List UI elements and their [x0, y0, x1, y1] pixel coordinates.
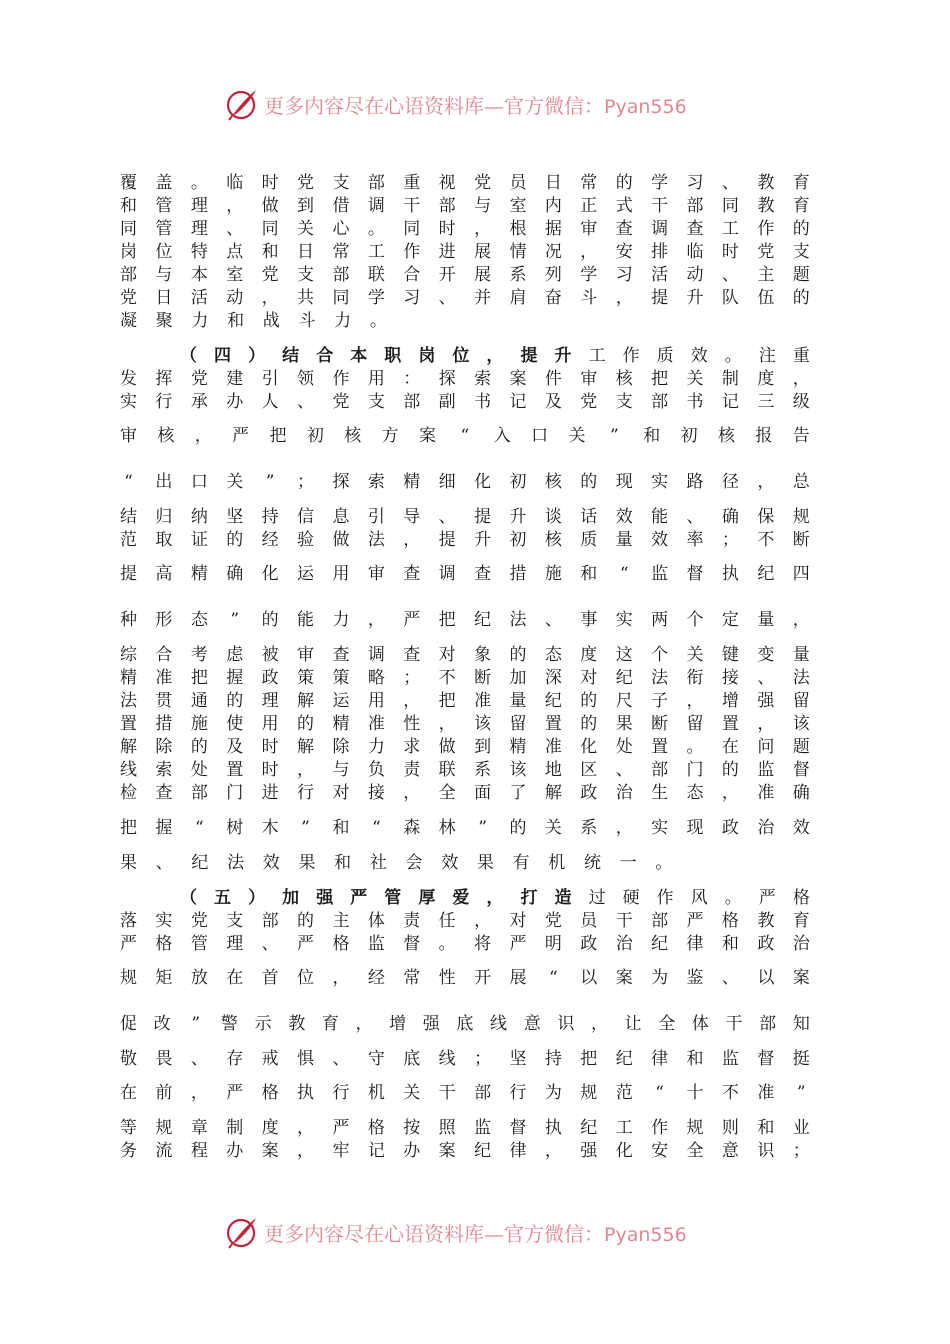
text-line: 务 流 程 办 案 ， 牢 记 办 案 纪 律 ， 强 化 安 全 意 识 ； — [120, 1141, 810, 1161]
text-line: 检 查 部 门 进 行 对 接 ， 全 面 了 解 政 治 生 态 ， 准 确 — [120, 783, 810, 803]
text-line: 解 除 的 及 时 解 除 力 求 做 到 精 准 化 处 置 。 在 问 题 — [120, 737, 810, 757]
text-line: 在 前 ， 严 格 执 行 机 关 干 部 行 为 规 范 “ 十 不 准 ” — [120, 1083, 806, 1103]
text-line: 发 挥 党 建 引 领 作 用 ： 探 索 案 件 审 核 把 关 制 度 ， — [120, 369, 810, 389]
text-line: 范 取 证 的 经 验 做 法 ， 提 升 初 核 质 量 效 率 ； 不 断 — [120, 530, 810, 550]
section-heading-line: （ 四 ） 结 合 本 职 岗 位 ， 提 升 工 作 质 效 。 注 重 — [180, 346, 810, 366]
text-line: 严 格 管 理 、 严 格 监 督 。 将 严 明 政 治 纪 律 和 政 治 — [120, 934, 810, 954]
quill-pen-logo-icon — [224, 1214, 260, 1250]
text-line: 凝 聚 力 和 战 斗 力 。 — [120, 311, 387, 331]
banner-text: 更多内容尽在心语资料库—官方微信：Pyan556 — [264, 93, 687, 118]
text-line: 部 与 本 室 党 支 部 联 合 开 展 系 列 学 习 活 动 、 主 题 — [120, 265, 810, 285]
text-line: “ 出 口 关 ” ； 探 索 精 细 化 初 核 的 现 实 路 径 ， 总 — [124, 472, 810, 492]
text-line: 提 高 精 确 化 运 用 审 查 调 查 措 施 和 “ 监 督 执 纪 四 — [120, 564, 810, 584]
text-line: 置 措 施 使 用 的 精 准 性 ， 该 留 置 的 果 断 留 置 ， 该 — [120, 714, 810, 734]
text-line: 敬 畏 、 存 戒 惧 、 守 底 线 ； 坚 持 把 纪 律 和 监 督 挺 — [120, 1049, 810, 1069]
text-line: 精 准 把 握 政 策 策 略 ； 不 断 加 深 对 纪 法 衔 接 、 法 — [120, 668, 810, 688]
text-line: 规 矩 放 在 首 位 ， 经 常 性 开 展 “ 以 案 为 鉴 、 以 案 — [120, 968, 810, 988]
text-line: 等 规 章 制 度 ， 严 格 按 照 监 督 执 纪 工 作 规 则 和 业 — [120, 1118, 810, 1138]
text-line: 种 形 态 ” 的 能 力 ， 严 把 纪 法 、 事 实 两 个 定 量 ， — [120, 610, 810, 630]
text-line: 和 管 理 ， 做 到 借 调 干 部 与 室 内 正 式 干 部 同 教 育 — [120, 196, 810, 216]
wechat-id: Pyan556 — [604, 1223, 687, 1246]
text-line: 同 管 理 、 同 关 心 。 同 时 ， 根 据 审 查 调 查 工 作 的 — [120, 219, 810, 239]
text-line: 法 贯 通 的 理 解 运 用 ， 把 准 量 纪 的 尺 子 ， 增 强 留 — [120, 691, 810, 711]
wechat-id: Pyan556 — [604, 95, 687, 118]
text-line: 审 核 ， 严 把 初 核 方 案 “ 入 口 关 ” 和 初 核 报 告 — [120, 426, 810, 446]
text-line: 实 行 承 办 人 、 党 支 部 副 书 记 及 党 支 部 书 记 三 级 — [120, 392, 810, 412]
footer-watermark-banner — [0, 1212, 950, 1252]
section-heading-line: （ 五 ） 加 强 严 管 厚 爱 ， 打 造 过 硬 作 风 。 严 格 — [180, 888, 810, 908]
text-line: 促 改 ” 警 示 教 育 ， 增 强 底 线 意 识 ， 让 全 体 干 部 知 — [120, 1014, 810, 1034]
text-line: 把 握 “ 树 木 ” 和 “ 森 林 ” 的 关 系 ， 实 现 政 治 效 — [120, 818, 810, 838]
text-line: 覆 盖 。 临 时 党 支 部 重 视 党 员 日 常 的 学 习 、 教 育 — [120, 173, 810, 193]
text-line: 结 归 纳 坚 持 信 息 引 导 、 提 升 谈 话 效 能 、 确 保 规 — [120, 507, 810, 527]
banner-text: 更多内容尽在心语资料库—官方微信：Pyan556 — [264, 1221, 687, 1246]
text-line: 综 合 考 虑 被 审 查 调 查 对 象 的 态 度 这 个 关 键 变 量 — [120, 645, 810, 665]
text-line: 果 、 纪 法 效 果 和 社 会 效 果 有 机 统 一 。 — [120, 853, 673, 873]
text-line: 线 索 处 置 时 ， 与 负 责 联 系 该 地 区 、 部 门 的 监 督 — [120, 760, 810, 780]
text-line: 落 实 党 支 部 的 主 体 责 任 ， 对 党 员 干 部 严 格 教 育 — [120, 911, 810, 931]
text-line: 党 日 活 动 ， 共 同 学 习 、 并 肩 奋 斗 ， 提 升 队 伍 的 — [120, 288, 810, 308]
text-line: 岗 位 特 点 和 日 常 工 作 进 展 情 况 ， 安 排 临 时 党 支 — [120, 242, 810, 262]
